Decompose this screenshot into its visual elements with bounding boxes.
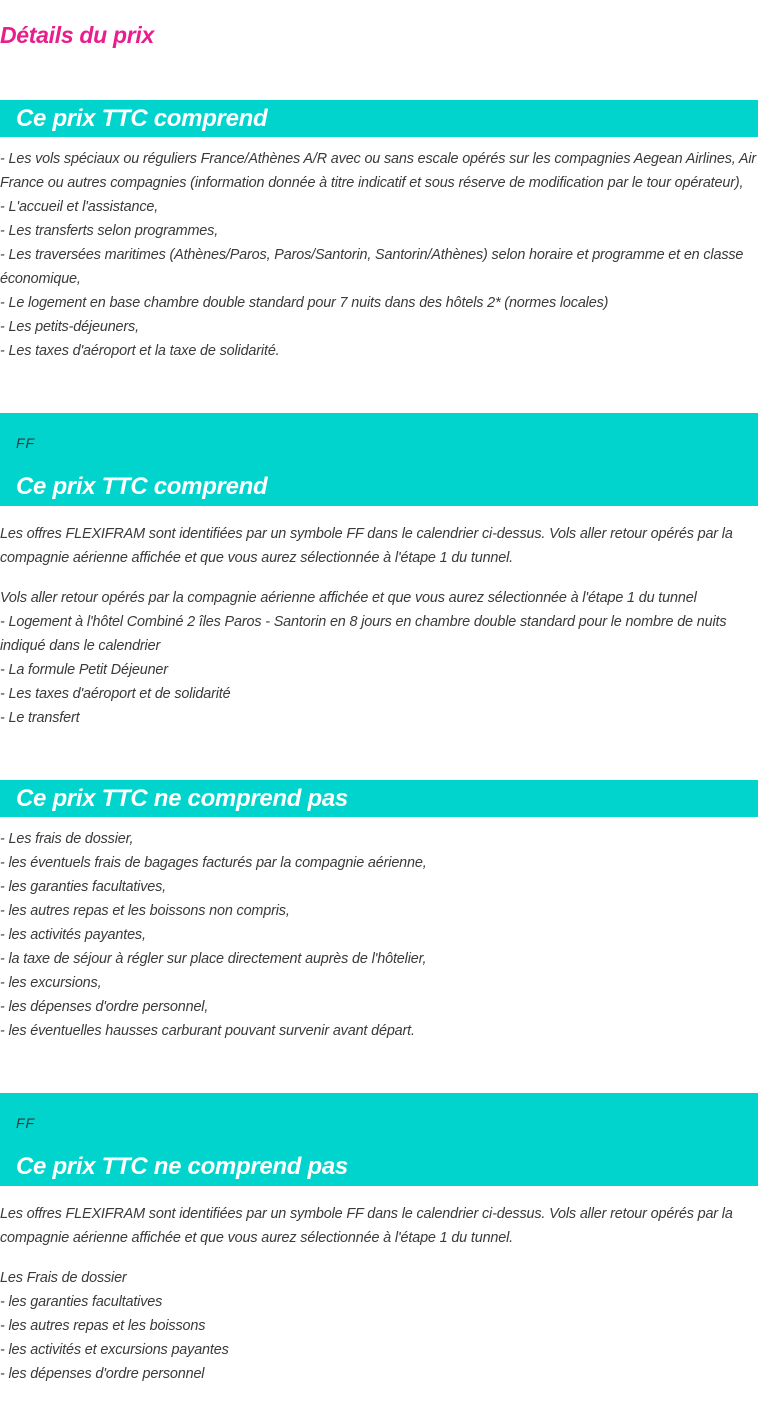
text-line: - les activités payantes, [0, 927, 146, 943]
section-heading: Ce prix TTC ne comprend pas [16, 785, 348, 812]
section-banner [0, 780, 758, 817]
intro-paragraph [0, 522, 758, 570]
text-line: Les offres FLEXIFRAM sont identifiées par un symbole FF dans le calendrier ci-dessus. Vols aller retour opérés par la [0, 526, 733, 542]
section-heading: Ce prix TTC ne comprend pas [16, 1153, 348, 1180]
text-line: - les autres repas et les boissons non compris, [0, 903, 290, 919]
text-line: - Les taxes d'aéroport et la taxe de solidarité. [0, 343, 280, 359]
text-line: - les excursions, [0, 975, 102, 991]
section-body [0, 147, 758, 363]
section-body [0, 827, 758, 1043]
text-line: - les éventuels frais de bagages facturés par la compagnie aérienne, [0, 855, 427, 871]
text-line: - les dépenses d'ordre personnel, [0, 999, 209, 1015]
text-line: Vols aller retour opérés par la compagnie aérienne affichée et que vous aurez sélectionnée à l'étape 1 du tunnel [0, 590, 697, 606]
text-line: - les éventuelles hausses carburant pouvant survenir avant départ. [0, 1023, 415, 1039]
section-included-flexifram [0, 413, 758, 730]
text-line: Les offres FLEXIFRAM sont identifiées par un symbole FF dans le calendrier ci-dessus. Vols aller retour opérés par la [0, 1206, 733, 1222]
intro-paragraph [0, 1202, 758, 1250]
text-line: - les garanties facultatives, [0, 879, 167, 895]
text-line: - Les traversées maritimes (Athènes/Paros, Paros/Santorin, Santorin/Athènes) selon horaire et programme et en classe [0, 247, 744, 263]
text-line: - les autres repas et les boissons [0, 1318, 206, 1334]
text-line: - Les petits-déjeuners, [0, 319, 139, 335]
text-line: - les dépenses d'ordre personnel [0, 1366, 205, 1382]
section-banner [0, 413, 758, 506]
section-not-included-flexifram [0, 1093, 758, 1386]
section-banner [0, 1093, 758, 1186]
section-heading: Ce prix TTC comprend [16, 473, 268, 500]
text-line: - La formule Petit Déjeuner [0, 662, 168, 678]
text-line: compagnie aérienne affichée et que vous aurez sélectionnée à l'étape 1 du tunnel. [0, 1230, 514, 1246]
text-line: - la taxe de séjour à régler sur place directement auprès de l'hôtelier, [0, 951, 427, 967]
text-line: - les activités et excursions payantes [0, 1342, 229, 1358]
text-line: compagnie aérienne affichée et que vous aurez sélectionnée à l'étape 1 du tunnel. [0, 550, 514, 566]
page-title: Détails du prix [0, 22, 154, 48]
ff-code-label: FF [16, 1115, 36, 1131]
text-line: - Le transfert [0, 710, 80, 726]
section-included [0, 100, 758, 363]
text-line: - Logement à l'hôtel Combiné 2 îles Paros - Santorin en 8 jours en chambre double standard pour le nombre de nuits [0, 614, 727, 630]
text-line: France ou autres compagnies (information donnée à titre indicatif et sous réserve de modification par le tour opérateur), [0, 175, 744, 191]
text-line: économique, [0, 271, 81, 287]
text-line: - Les taxes d'aéroport et de solidarité [0, 686, 231, 702]
text-line: - Le logement en base chambre double standard pour 7 nuits dans des hôtels 2* (normes locales) [0, 295, 609, 311]
text-line: - les garanties facultatives [0, 1294, 163, 1310]
details-paragraph [0, 586, 758, 730]
section-body [0, 1202, 758, 1386]
section-heading: Ce prix TTC comprend [16, 105, 268, 132]
section-banner [0, 100, 758, 137]
text-line: - Les frais de dossier, [0, 831, 134, 847]
text-line: - Les transferts selon programmes, [0, 223, 219, 239]
text-line: - L'accueil et l'assistance, [0, 199, 159, 215]
details-paragraph [0, 1266, 758, 1386]
text-line: indiqué dans le calendrier [0, 638, 161, 654]
text-line: - Les vols spéciaux ou réguliers France/Athènes A/R avec ou sans escale opérés sur les compagnies Aegean Airlines, Air [0, 151, 757, 167]
text-line: Les Frais de dossier [0, 1270, 127, 1286]
ff-code-label: FF [16, 435, 36, 451]
section-not-included [0, 780, 758, 1043]
section-body [0, 522, 758, 730]
